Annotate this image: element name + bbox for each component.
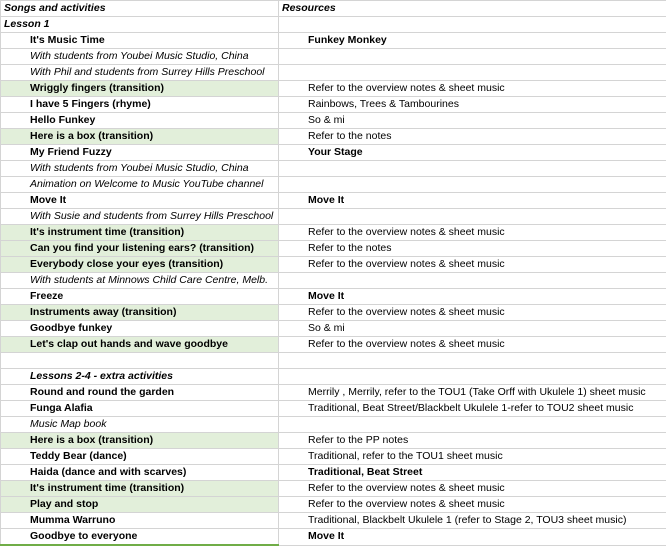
- table-row: [1, 113, 666, 129]
- table-row: [1, 65, 666, 81]
- resource-cell: Move It: [279, 193, 666, 209]
- header-resources: Resources: [279, 1, 666, 17]
- resource-cell: [279, 353, 666, 369]
- table-row: [1, 241, 666, 257]
- song-cell: Lesson 1: [1, 17, 279, 33]
- resource-cell: Traditional, Blackbelt Ukulele 1 (refer to Stage 2, TOU3 sheet music): [279, 513, 666, 529]
- song-cell: Music Map book: [1, 417, 279, 433]
- table-row: [1, 273, 666, 289]
- song-cell: Animation on Welcome to Music YouTube channel: [1, 177, 279, 193]
- song-cell: With students at Minnows Child Care Centre, Melb.: [1, 273, 279, 289]
- resource-cell: Move It: [279, 529, 666, 546]
- song-cell: It's Music Time: [1, 33, 279, 49]
- resource-cell: Your Stage: [279, 145, 666, 161]
- song-cell: Freeze: [1, 289, 279, 305]
- song-cell: It's instrument time (transition): [1, 225, 279, 241]
- table-row: [1, 209, 666, 225]
- table-row: [1, 161, 666, 177]
- table-body: [1, 17, 666, 546]
- table-row: [1, 145, 666, 161]
- resource-cell: Refer to the overview notes & sheet music: [279, 337, 666, 353]
- song-cell: I have 5 Fingers (rhyme): [1, 97, 279, 113]
- resource-cell: [279, 417, 666, 433]
- table-row: [1, 81, 666, 97]
- resource-cell: Refer to the notes: [279, 129, 666, 145]
- resource-cell: [279, 65, 666, 81]
- song-cell: Goodbye to everyone: [1, 529, 279, 546]
- song-cell: Can you find your listening ears? (transition): [1, 241, 279, 257]
- resource-cell: Move It: [279, 289, 666, 305]
- table-row: [1, 289, 666, 305]
- song-cell: Round and round the garden: [1, 385, 279, 401]
- resource-cell: So & mi: [279, 321, 666, 337]
- table-row: [1, 353, 666, 369]
- song-cell: With students from Youbei Music Studio, China: [1, 49, 279, 65]
- resource-cell: Funkey Monkey: [279, 33, 666, 49]
- song-cell: Goodbye funkey: [1, 321, 279, 337]
- resource-cell: Refer to the PP notes: [279, 433, 666, 449]
- table-row: [1, 465, 666, 481]
- song-cell: Here is a box (transition): [1, 433, 279, 449]
- song-cell: With students from Youbei Music Studio, China: [1, 161, 279, 177]
- table-row: [1, 481, 666, 497]
- resource-cell: Rainbows, Trees & Tambourines: [279, 97, 666, 113]
- song-cell: Teddy Bear (dance): [1, 449, 279, 465]
- table-row: [1, 257, 666, 273]
- song-cell: Everybody close your eyes (transition): [1, 257, 279, 273]
- resource-cell: [279, 17, 666, 33]
- song-cell: Play and stop: [1, 497, 279, 513]
- song-cell: Lessons 2-4 - extra activities: [1, 369, 279, 385]
- resource-cell: [279, 177, 666, 193]
- resource-cell: Traditional, Beat Street: [279, 465, 666, 481]
- song-cell: Wriggly fingers (transition): [1, 81, 279, 97]
- table-row: [1, 49, 666, 65]
- resource-cell: Refer to the overview notes & sheet music: [279, 81, 666, 97]
- resource-cell: Traditional, refer to the TOU1 sheet music: [279, 449, 666, 465]
- resource-cell: Traditional, Beat Street/Blackbelt Ukulele 1-refer to TOU2 sheet music: [279, 401, 666, 417]
- header-row: [1, 1, 666, 17]
- resource-cell: [279, 161, 666, 177]
- table-row: [1, 449, 666, 465]
- table-row: [1, 385, 666, 401]
- table-row: [1, 97, 666, 113]
- resource-cell: Refer to the overview notes & sheet music: [279, 305, 666, 321]
- table-row: [1, 177, 666, 193]
- song-cell: Haida (dance and with scarves): [1, 465, 279, 481]
- song-cell: With Susie and students from Surrey Hills Preschool: [1, 209, 279, 225]
- table-row: [1, 401, 666, 417]
- table-row: [1, 337, 666, 353]
- resource-cell: [279, 369, 666, 385]
- song-cell: Hello Funkey: [1, 113, 279, 129]
- resource-cell: Refer to the overview notes & sheet music: [279, 225, 666, 241]
- resource-cell: Refer to the overview notes & sheet music: [279, 481, 666, 497]
- song-cell: My Friend Fuzzy: [1, 145, 279, 161]
- header-songs: Songs and activities: [1, 1, 279, 17]
- table-row: [1, 433, 666, 449]
- song-cell: Move It: [1, 193, 279, 209]
- resource-cell: Merrily , Merrily, refer to the TOU1 (Take Orff with Ukulele 1) sheet music: [279, 385, 666, 401]
- song-cell: Let's clap out hands and wave goodbye: [1, 337, 279, 353]
- table-row: [1, 417, 666, 433]
- resource-cell: Refer to the overview notes & sheet music: [279, 257, 666, 273]
- resource-cell: [279, 49, 666, 65]
- table-row: [1, 497, 666, 513]
- resource-cell: So & mi: [279, 113, 666, 129]
- resource-cell: Refer to the notes: [279, 241, 666, 257]
- table-row: [1, 129, 666, 145]
- table-row: [1, 305, 666, 321]
- table-row: [1, 17, 666, 33]
- resource-cell: [279, 209, 666, 225]
- song-cell: Instruments away (transition): [1, 305, 279, 321]
- table-row: [1, 369, 666, 385]
- table-row: [1, 529, 666, 546]
- table-row: [1, 321, 666, 337]
- table-row: [1, 33, 666, 49]
- table-row: [1, 193, 666, 209]
- song-cell: [1, 353, 279, 369]
- song-cell: Funga Alafia: [1, 401, 279, 417]
- song-cell: It's instrument time (transition): [1, 481, 279, 497]
- resource-cell: [279, 273, 666, 289]
- song-cell: Here is a box (transition): [1, 129, 279, 145]
- table-row: [1, 513, 666, 529]
- song-cell: With Phil and students from Surrey Hills Preschool: [1, 65, 279, 81]
- table-row: [1, 225, 666, 241]
- resource-cell: Refer to the overview notes & sheet music: [279, 497, 666, 513]
- song-cell: Mumma Warruno: [1, 513, 279, 529]
